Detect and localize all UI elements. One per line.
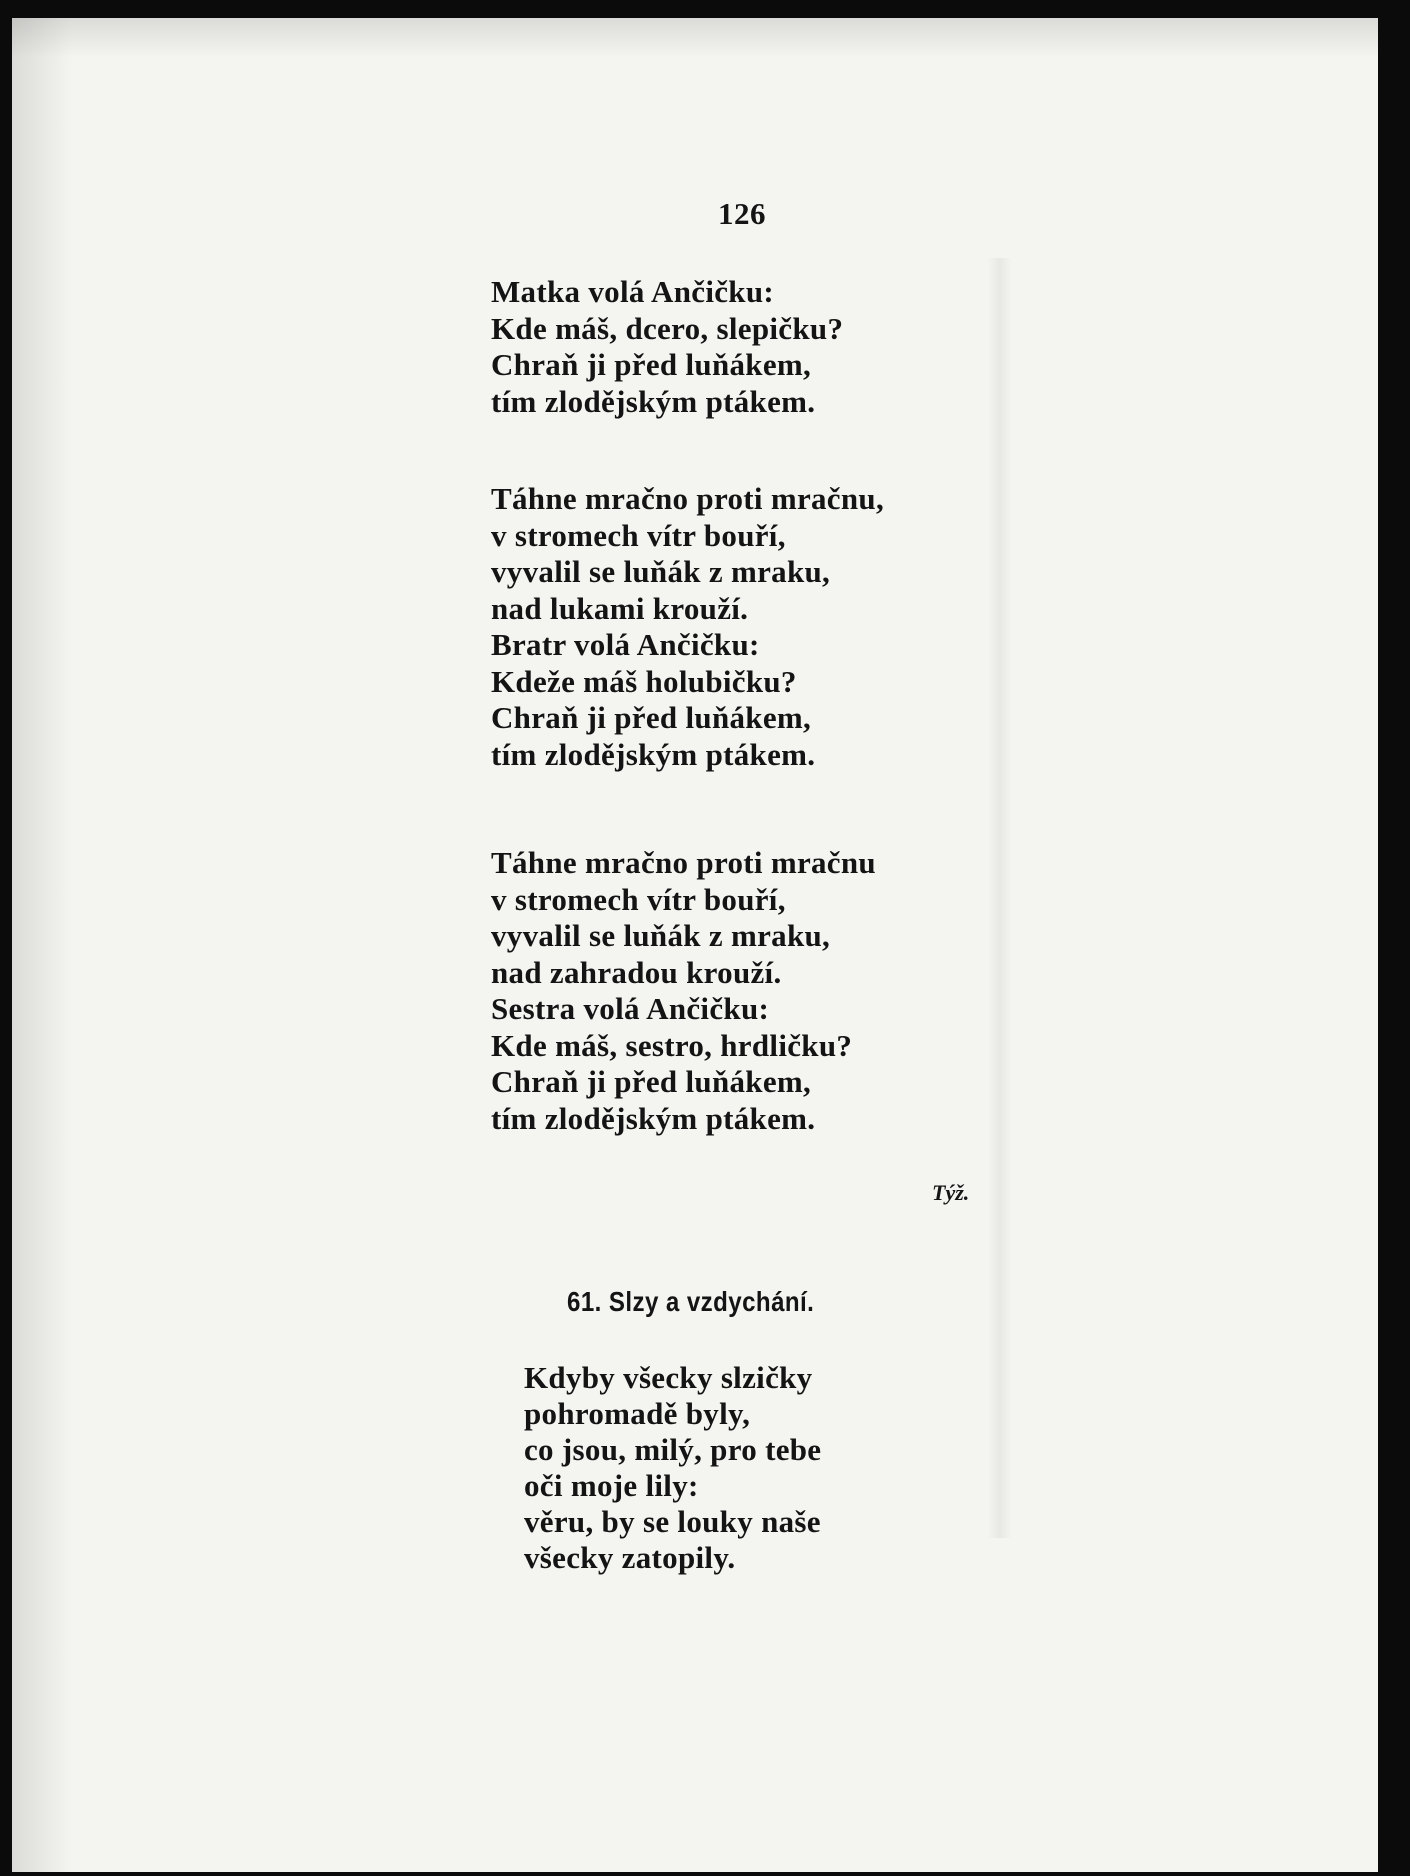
verse-line: nad zahradou krouží. [491, 954, 782, 990]
verse-line: pohromadě byly, [524, 1396, 751, 1431]
attribution: Týž. [932, 1180, 970, 1205]
verse-line: Matka volá Ančičku: [491, 274, 774, 309]
page-top-shadow [12, 18, 1398, 58]
verse-line: v stromech vítr bouří, [491, 881, 786, 917]
verse-line: Kde máš, dcero, slepičku? [491, 310, 844, 346]
poem-stanza [524, 1360, 821, 1576]
stanza-2 [491, 481, 884, 773]
verse-line: Kdeže máš holubičku? [491, 663, 797, 699]
verse-line: tím zlodějským ptákem. [491, 383, 816, 419]
page-edge-shadow [12, 18, 72, 1872]
verse-line: tím zlodějským ptákem. [491, 1100, 816, 1136]
verse-line: tím zlodějským ptákem. [491, 736, 816, 772]
verse-line: Kde máš, sestro, hrdličku? [491, 1027, 853, 1063]
verse-line: Sestra volá Ančičku: [491, 991, 770, 1026]
show-through [987, 258, 1012, 1538]
verse-line: Chraň ji před luňákem, [491, 1064, 812, 1099]
verse-line: vyvalil se luňák z mraku, [491, 918, 831, 953]
verse-line: co jsou, milý, pro tebe [524, 1432, 822, 1467]
stanza-1 [491, 274, 843, 420]
verse-line: všecky zatopily. [524, 1540, 736, 1575]
verse-line: věru, by se louky naše [524, 1504, 821, 1539]
scan-border [1378, 18, 1398, 1872]
verse-line: Kdyby všecky slzičky [524, 1360, 813, 1395]
verse-line: Táhne mračno proti mračnu, [491, 481, 884, 516]
verse-line: v stromech vítr bouří, [491, 517, 786, 553]
verse-line: vyvalil se luňák z mraku, [491, 554, 831, 589]
verse-line: Bratr volá Ančičku: [491, 627, 760, 662]
poem-heading: 61. Slzy a vzdychání. [567, 1286, 815, 1317]
verse-line: Táhne mračno proti mračnu [491, 845, 876, 880]
page-number: 126 [718, 196, 766, 231]
verse-line: Chraň ji před luňákem, [491, 347, 812, 382]
verse-line: Chraň ji před luňákem, [491, 700, 812, 735]
book-page [12, 18, 1398, 1872]
stanza-3 [491, 845, 876, 1137]
verse-line: oči moje lily: [524, 1468, 699, 1503]
verse-line: nad lukami krouží. [491, 590, 749, 626]
